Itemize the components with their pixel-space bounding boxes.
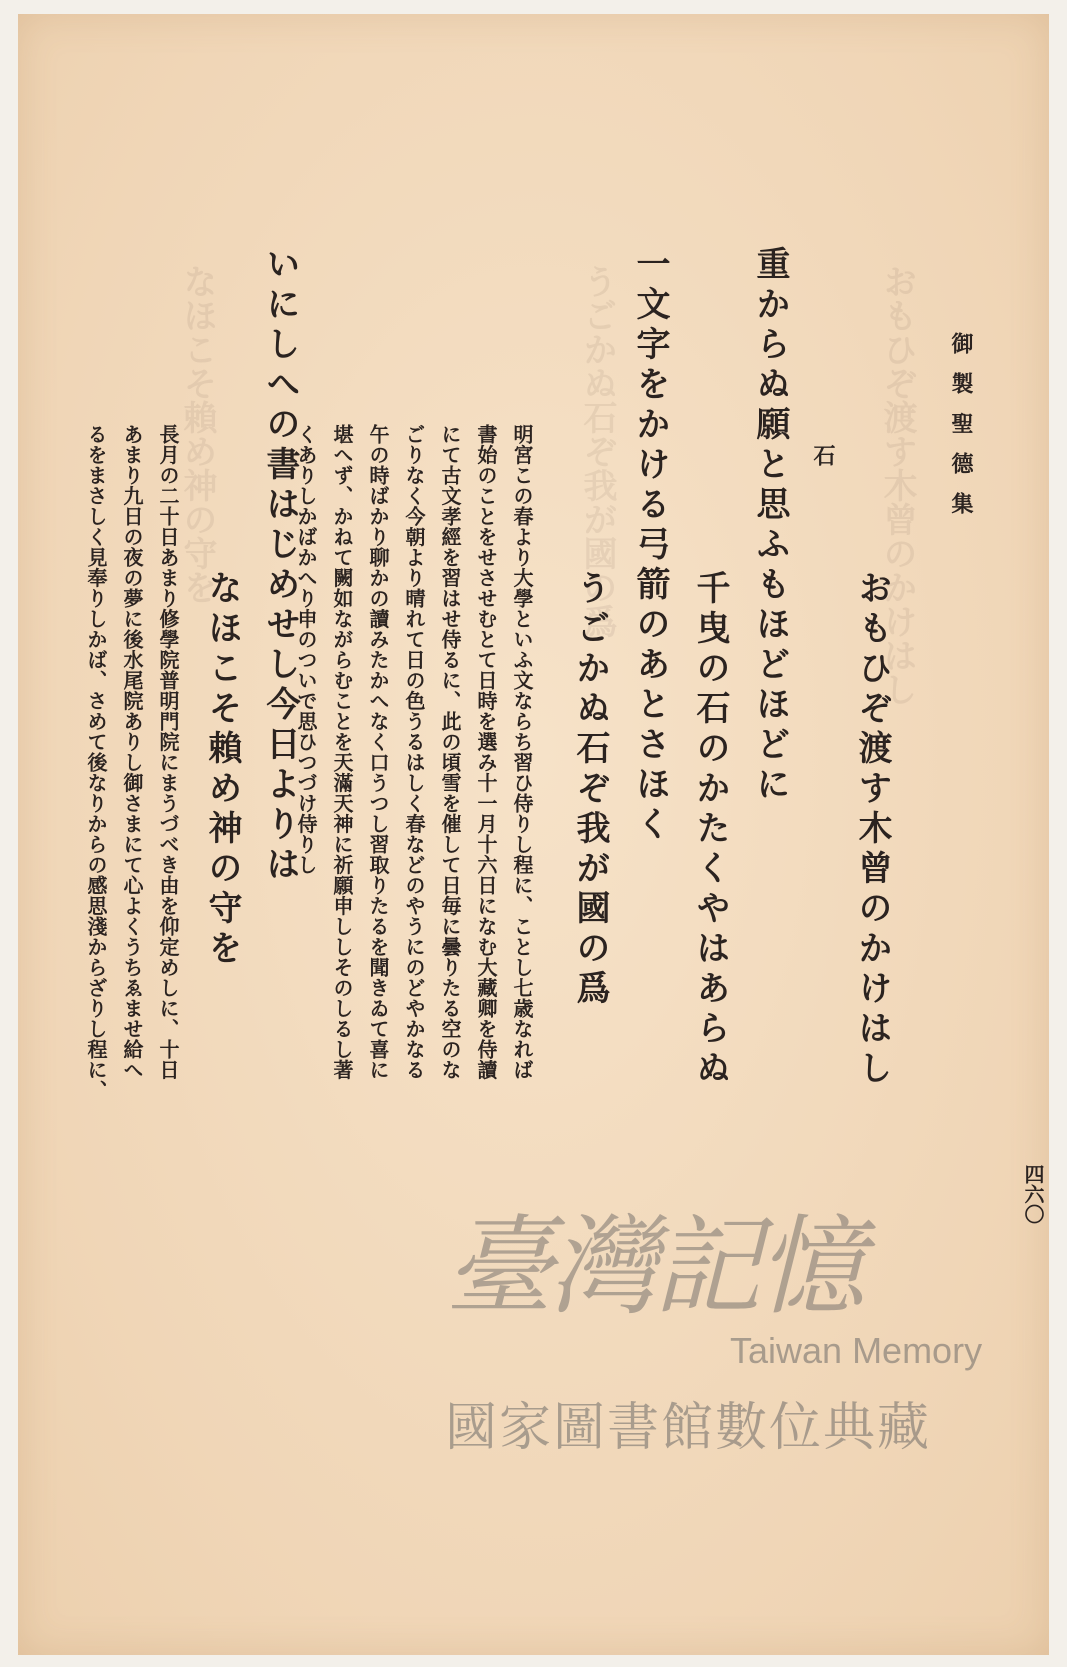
prose-line: あまり九日の夜の夢に後水尾院ありし御さまにて心よくうちゑませ給へ bbox=[120, 424, 144, 1080]
page-number: 四六〇 bbox=[1021, 1164, 1045, 1224]
poem-line: 千曳の石のかたくやはあらぬ bbox=[690, 570, 730, 1090]
section-title: 石 bbox=[810, 444, 836, 466]
watermark-title-zh: 臺灣記憶 bbox=[445, 1205, 862, 1330]
poem-line: なほこそ賴め神の守を bbox=[202, 570, 242, 970]
prose-line: ごりなく今朝より晴れて日の色うるはしく春などのやうにのどやかなる bbox=[402, 424, 426, 1080]
prose-line: るをまさしく見奉りしかば、さめて後なりからの感思淺からざりし程に、 bbox=[84, 424, 108, 1101]
watermark-title-en: Taiwan Memory bbox=[730, 1330, 983, 1371]
prose-line: 午の時ばかり聊かの讀みたかへなく口うつし習取りたるを聞きゐて喜に bbox=[366, 424, 390, 1080]
poem-line: 一文字をかける弓箭のあとさほく bbox=[630, 246, 670, 846]
prose-line: 書始のことをせさせむとて日時を選み十一月十六日になむ大藏卿を侍讀 bbox=[474, 424, 498, 1080]
prose-line: にて古文孝經を習はせ侍るに、此の頃雪を催して日毎に曇りたる空のな bbox=[438, 424, 462, 1080]
watermark-subtitle: 國家圖書館數位典藏 bbox=[445, 1398, 932, 1458]
bleed-through-text: なほこそ賴め神の守を bbox=[177, 264, 217, 604]
prose-line: くありしかばかへり申のついで思ひつづけ侍りし bbox=[294, 424, 318, 875]
prose-line: 堪へず、かねて闕如ながらむことを天滿天神に祈願申ししそのしるし著 bbox=[330, 424, 354, 1080]
prose-line: 長月の二十日あまり修學院普明門院にまうづべき由を仰定めしに、十日 bbox=[156, 424, 180, 1080]
watermark bbox=[445, 1180, 983, 1560]
running-header: 御製聖德集 bbox=[948, 332, 974, 532]
bleed-through-text: おもひぞ渡す木曾のかけはし bbox=[877, 264, 917, 706]
poem-line: うごかぬ石ぞ我が國の爲 bbox=[570, 570, 610, 1010]
poem-line: 重からぬ願と思ふもほどほどに bbox=[750, 246, 790, 806]
bleed-through-text: うごかぬ石ぞ我が國の爲 bbox=[577, 264, 617, 638]
prose-line: 明宮この春より大學といふ文ならち習ひ侍りし程に、ことし七歳なれば bbox=[510, 424, 534, 1080]
poem-line: おもひぞ渡す木曾のかけはし bbox=[852, 570, 892, 1090]
poem-line: いにしへの書はじめせし今日よりは bbox=[260, 246, 300, 886]
